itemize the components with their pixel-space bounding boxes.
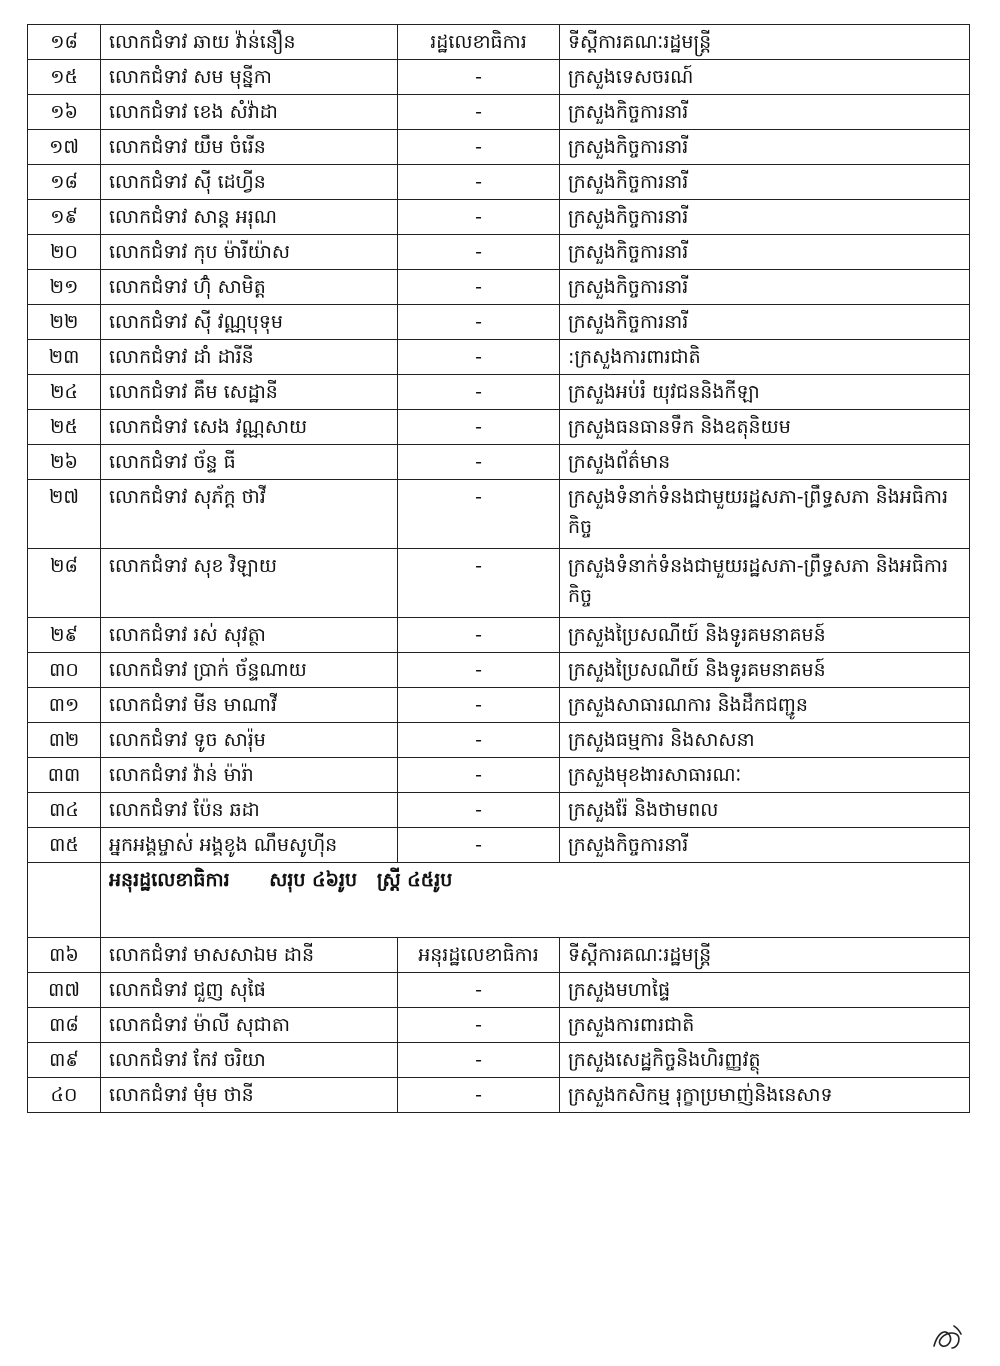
table-row	[28, 549, 970, 618]
ministry-name: ក្រសួងកិច្ចការនារី	[560, 165, 970, 200]
ministry-name: ក្រសួងទំនាក់ទំនងជាមួយរដ្ឋសភា-ព្រឹទ្ធសភា និងអធិការកិច្ច	[560, 480, 970, 549]
official-name: លោកជំទាវ ហ៊ុំ សាមិត្ត	[101, 270, 398, 305]
table-row	[28, 973, 970, 1008]
row-number: ២៥	[28, 410, 101, 445]
handwritten-initial	[928, 1318, 968, 1358]
position-title: -	[398, 653, 560, 688]
row-number: ១៦	[28, 95, 101, 130]
position-title: -	[398, 305, 560, 340]
table-row	[28, 723, 970, 758]
official-name: លោកជំទាវ ខេង សំវ៉ាដា	[101, 95, 398, 130]
official-name: លោកជំទាវ ឆាយ វ៉ាន់នឿន	[101, 25, 398, 60]
row-number: ៣៣	[28, 758, 101, 793]
position-title: -	[398, 793, 560, 828]
ministry-name: ក្រសួងកិច្ចការនារី	[560, 200, 970, 235]
table-row	[28, 793, 970, 828]
table-row	[28, 270, 970, 305]
official-name: លោកជំទាវ សុភ័ក្ត ថាវី	[101, 480, 398, 549]
section-blank-cell	[28, 863, 101, 938]
table-row	[28, 445, 970, 480]
section-title: អនុរដ្ឋលេខាធិការ សរុប ៤៦រូប ស្ត្រី ៤៥រូប	[101, 863, 970, 938]
official-name: លោកជំទាវ វ៉ាន់ ម៉ារ៉ា	[101, 758, 398, 793]
table-row	[28, 938, 970, 973]
row-number: ៣២	[28, 723, 101, 758]
ministry-name: ក្រសួងកិច្ចការនារី	[560, 95, 970, 130]
position-title: -	[398, 130, 560, 165]
row-number: ៤០	[28, 1078, 101, 1113]
row-number: ២១	[28, 270, 101, 305]
position-title: អនុរដ្ឋលេខាធិការ	[398, 938, 560, 973]
ministry-name: ក្រសួងការពារជាតិ	[560, 1008, 970, 1043]
row-number: ៣០	[28, 653, 101, 688]
position-title: -	[398, 549, 560, 618]
position-title: -	[398, 445, 560, 480]
position-title: -	[398, 723, 560, 758]
table-row	[28, 95, 970, 130]
table-row	[28, 340, 970, 375]
position-title: -	[398, 410, 560, 445]
official-name: លោកជំទាវ សម មុន្នីកា	[101, 60, 398, 95]
row-number: ១៩	[28, 200, 101, 235]
table-row	[28, 688, 970, 723]
ministry-name: ក្រសួងកិច្ចការនារី	[560, 235, 970, 270]
table-row	[28, 480, 970, 549]
row-number: ២៣	[28, 340, 101, 375]
table-row	[28, 130, 970, 165]
official-name: លោកជំទាវ យឹម ចំរើន	[101, 130, 398, 165]
ministry-name: ក្រសួងប្រៃសណីយ៍ និងទូរគមនាគមន៍	[560, 653, 970, 688]
position-title: -	[398, 375, 560, 410]
official-name: លោកជំទាវ មីន មាណាវី	[101, 688, 398, 723]
row-number: ៣១	[28, 688, 101, 723]
ministry-name: ក្រសួងសេដ្ឋកិច្ចនិងហិរញ្ញវត្ថុ	[560, 1043, 970, 1078]
position-title: -	[398, 1078, 560, 1113]
official-name: លោកជំទាវ ស៊ី វណ្ណបុទុម	[101, 305, 398, 340]
position-title: រដ្ឋលេខាធិការ	[398, 25, 560, 60]
position-title: -	[398, 270, 560, 305]
ministry-name: ក្រសួងប្រៃសណីយ៍ និងទូរគមនាគមន៍	[560, 618, 970, 653]
row-number: ២៩	[28, 618, 101, 653]
row-number: ៣៦	[28, 938, 101, 973]
section-header-row	[28, 863, 970, 938]
official-name: លោកជំទាវ ប្រាក់ ច័ន្ទណាយ	[101, 653, 398, 688]
officials-table	[27, 24, 970, 1113]
ministry-name: ក្រសួងកិច្ចការនារី	[560, 270, 970, 305]
row-number: ៣៩	[28, 1043, 101, 1078]
position-title: -	[398, 973, 560, 1008]
ministry-name: ក្រសួងកិច្ចការនារី	[560, 305, 970, 340]
ministry-name: ក្រសួងអប់រំ យុវជននិងកីឡា	[560, 375, 970, 410]
table-row	[28, 618, 970, 653]
position-title: -	[398, 688, 560, 723]
table-row	[28, 375, 970, 410]
position-title: -	[398, 480, 560, 549]
ministry-name: ក្រសួងកិច្ចការនារី	[560, 130, 970, 165]
ministry-name: ក្រសួងទំនាក់ទំនងជាមួយរដ្ឋសភា-ព្រឹទ្ធសភា និងអធិការកិច្ច	[560, 549, 970, 618]
official-name: លោកជំទាវ ម៉ាលី សុជាតា	[101, 1008, 398, 1043]
ministry-name: ក្រសួងទេសចរណ៍	[560, 60, 970, 95]
table-row	[28, 165, 970, 200]
ministry-name: ទីស្តីការគណៈរដ្ឋមន្ត្រី	[560, 938, 970, 973]
official-name: លោកជំទាវ ប៉ែន ឆដា	[101, 793, 398, 828]
ministry-name: ក្រសួងកសិកម្ម រុក្ខាប្រមាញ់និងនេសាទ	[560, 1078, 970, 1113]
row-number: ២៦	[28, 445, 101, 480]
official-name: លោកជំទាវ សាន្ត អរុណ	[101, 200, 398, 235]
ministry-name: ក្រសួងកិច្ចការនារី	[560, 828, 970, 863]
position-title: -	[398, 340, 560, 375]
position-title: -	[398, 618, 560, 653]
row-number: ១៧	[28, 130, 101, 165]
row-number: ៣៧	[28, 973, 101, 1008]
row-number: ១៨	[28, 25, 101, 60]
ministry-name: ក្រសួងព័ត៌មាន	[560, 445, 970, 480]
table-row	[28, 1078, 970, 1113]
table-row	[28, 653, 970, 688]
row-number: ១៥	[28, 60, 101, 95]
position-title: -	[398, 200, 560, 235]
table-row	[28, 1043, 970, 1078]
position-title: -	[398, 165, 560, 200]
table-row	[28, 200, 970, 235]
official-name: លោកជំទាវ ទូច សារ៉ុម	[101, 723, 398, 758]
position-title: -	[398, 235, 560, 270]
table-row	[28, 1008, 970, 1043]
ministry-name: ក្រសួងរ៉ែ និងថាមពល	[560, 793, 970, 828]
position-title: -	[398, 758, 560, 793]
official-name: លោកជំទាវ រស់ សុវត្ថា	[101, 618, 398, 653]
position-title: -	[398, 60, 560, 95]
official-name: លោកជំទាវ ស៊ី ដេហ្វីន	[101, 165, 398, 200]
table-row	[28, 60, 970, 95]
row-number: ១៨	[28, 165, 101, 200]
official-name: លោកជំទាវ គឹម សេដ្ឋានី	[101, 375, 398, 410]
official-name: លោកជំទាវ ច័ន្ទ ធី	[101, 445, 398, 480]
position-title: -	[398, 1008, 560, 1043]
ministry-name: ក្រសួងមហាផ្ទៃ	[560, 973, 970, 1008]
ministry-name: ទីស្តីការគណៈរដ្ឋមន្ត្រី	[560, 25, 970, 60]
position-title: -	[398, 95, 560, 130]
table-row	[28, 828, 970, 863]
row-number: ៣៤	[28, 793, 101, 828]
official-name: អ្នកអង្គម្ចាស់ អង្គខូង ណឹមសូហ៊ីន	[101, 828, 398, 863]
row-number: ២៤	[28, 375, 101, 410]
ministry-name: ក្រសួងមុខងារសាធារណៈ	[560, 758, 970, 793]
row-number: ៣៥	[28, 828, 101, 863]
official-name: លោកជំទាវ សេង វណ្ណសាយ	[101, 410, 398, 445]
official-name: លោកជំទាវ មុំម ថានី	[101, 1078, 398, 1113]
row-number: ២៧	[28, 480, 101, 549]
row-number: ២៨	[28, 549, 101, 618]
table-row	[28, 410, 970, 445]
official-name: លោកជំទាវ កុប ម៉ារីយ៉ាស	[101, 235, 398, 270]
official-name: លោកជំទាវ ដាំ ដារីនី	[101, 340, 398, 375]
ministry-name: :ក្រសួងការពារជាតិ	[560, 340, 970, 375]
ministry-name: ក្រសួងធនធានទឹក និងឧតុនិយម	[560, 410, 970, 445]
position-title: -	[398, 828, 560, 863]
table-row	[28, 25, 970, 60]
table-row	[28, 235, 970, 270]
row-number: ៣៨	[28, 1008, 101, 1043]
official-name: លោកជំទាវ សុខ វិឡាយ	[101, 549, 398, 618]
row-number: ២២	[28, 305, 101, 340]
official-name: លោកជំទាវ កែវ ចរិយា	[101, 1043, 398, 1078]
table-row	[28, 305, 970, 340]
ministry-name: ក្រសួងសាធារណការ និងដឹកជញ្ជូន	[560, 688, 970, 723]
official-name: លោកជំទាវ ជួញ សុផៃ	[101, 973, 398, 1008]
table-row	[28, 758, 970, 793]
position-title: -	[398, 1043, 560, 1078]
ministry-name: ក្រសួងធម្មការ និងសាសនា	[560, 723, 970, 758]
official-name: លោកជំទាវ មាសសាឯម ដានី	[101, 938, 398, 973]
row-number: ២០	[28, 235, 101, 270]
